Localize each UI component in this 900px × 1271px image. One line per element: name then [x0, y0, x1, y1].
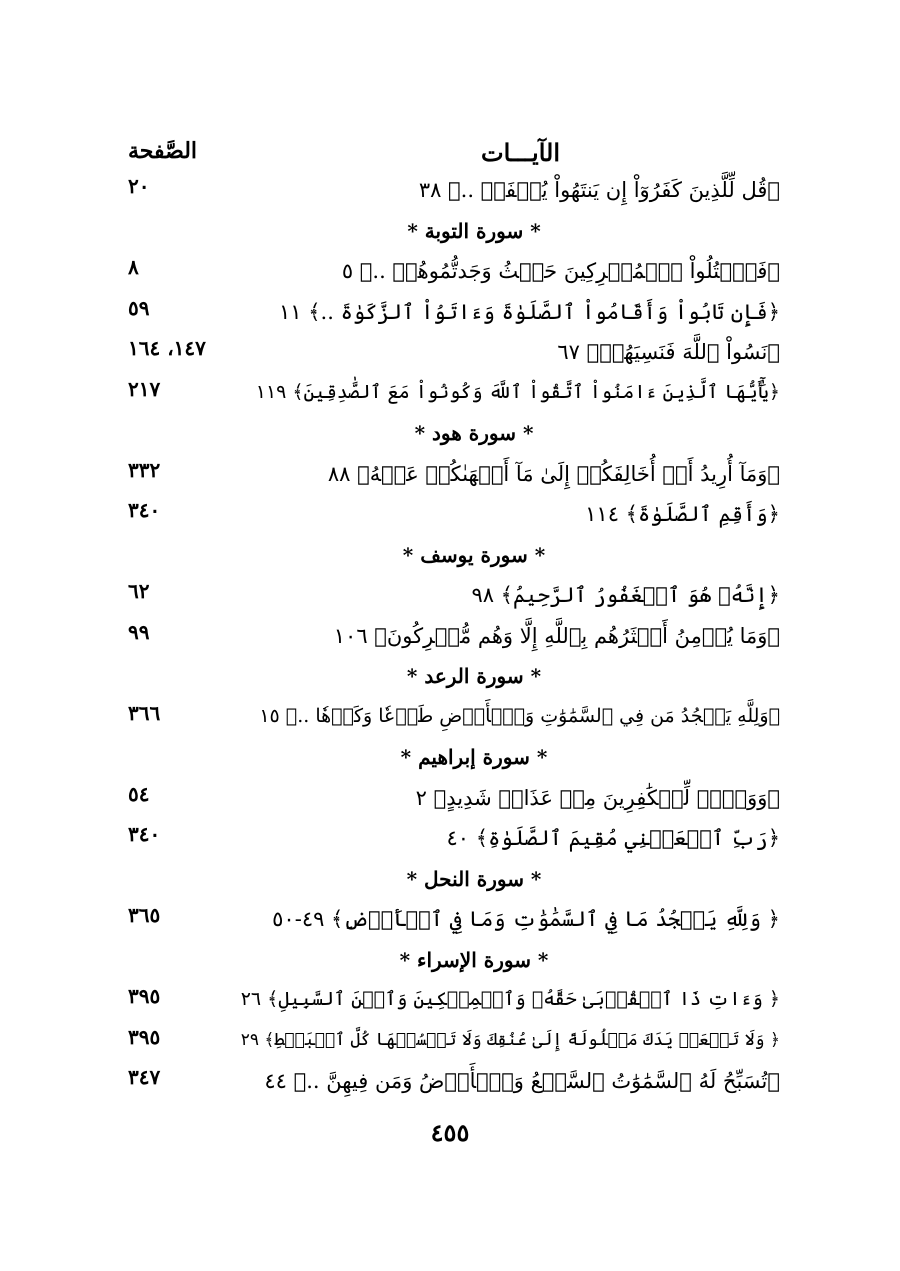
page-reference: ٣٤٠: [128, 498, 161, 522]
surah-title: * سورة النحل *: [406, 866, 542, 891]
page-reference: ٣٤٠: [128, 822, 161, 846]
page-reference: ١٤٧، ١٦٤: [128, 336, 206, 360]
table-row: [128, 336, 780, 377]
verse-index-table: [128, 138, 780, 1106]
page-reference: ٣٣٢: [128, 457, 161, 482]
surah-heading-row: [128, 944, 780, 985]
verse-text: ﴿وَلِلَّهِ يَسۡجُدُ مَن فِي ٱلسَّمَٰوَٰتِ وَٱلۡأَرۡضِ طَوۡعٗا وَكَرۡهٗا ..﴾ ١٥: [259, 704, 780, 727]
surah-title: * سورة التوبة *: [407, 218, 541, 243]
verse-text: ﴿وَوَيۡلٞ لِّلۡكَٰفِرِينَ مِنۡ عَذَابٖ شَدِيدٍ﴾ ٢: [415, 785, 780, 810]
table-row: [128, 377, 780, 418]
surah-title: * سورة هود *: [414, 421, 534, 445]
surah-heading-row: [128, 660, 780, 701]
table-row: [128, 174, 780, 215]
table-row: [128, 498, 780, 539]
verse-text: ﴿وَمَآ أُرِيدُ أَنۡ أُخَالِفَكُمۡ إِلَىٰ مَآ أَنۡهَىٰكُمۡ عَنۡهُ﴾ ٨٨: [327, 461, 780, 486]
table-row: [128, 903, 780, 944]
table-row: [128, 579, 780, 620]
page-reference: ٣٩٥: [128, 1024, 161, 1049]
page-reference: ٣٦٥: [128, 903, 161, 927]
page-reference: ٥٩: [128, 295, 150, 320]
surah-heading-row: [128, 417, 780, 458]
verse-text: ﴿إِنَّهُۥ هُوَ ٱلۡغَفُورُ ٱلرَّحِيمُ﴾ ٩٨: [471, 583, 780, 607]
table-rows: [128, 174, 780, 1106]
verses-column-heading: الآيـــات: [481, 138, 560, 167]
verse-text: ﴿يَٰٓأَيُّهَا ٱلَّذِينَ ءَامَنُواْ ٱتَّقُواْ ٱللَّهَ وَكُونُواْ مَعَ ٱلصَّٰدِقِينَ﴾ ١١٩: [255, 380, 780, 403]
surah-heading-row: [128, 863, 780, 904]
page-reference: ٢٠: [128, 174, 150, 198]
table-row: [128, 782, 780, 823]
verse-text: ﴿تُسَبِّحُ لَهُ ٱلسَّمَٰوَٰتُ ٱلسَّبۡعُ وَٱلۡأَرۡضُ وَمَن فِيهِنَّ ..﴾ ٤٤: [264, 1069, 780, 1093]
surah-heading-row: [128, 215, 780, 256]
verse-text: ﴿ وَلَا تَجۡعَلۡ يَدَكَ مَغۡلُولَةً إِلَىٰ عُنُقِكَ وَلَا تَبۡسُطۡهَا كُلَّ ٱلۡبَسۡطِ﴾ ٢٩: [240, 1029, 780, 1050]
surah-heading-row: [128, 741, 780, 782]
verse-text: ﴿ وَءَاتِ ذَا ٱلۡقُرۡبَىٰ حَقَّهُۥ وَٱلۡمِسۡكِينَ وَٱبۡنَ ٱلسَّبِيلِ﴾ ٢٦: [240, 988, 780, 1010]
verse-text: ﴿وَمَا يُؤۡمِنُ أَكۡثَرُهُم بِٱللَّهِ إِلَّا وَهُم مُّشۡرِكُونَ﴾ ١٠٦: [333, 623, 780, 648]
verse-text: ﴿قُل لِّلَّذِينَ كَفَرُوٓاْ إِن يَنتَهُواْ يُغۡفَرۡ ..﴾ ٣٨: [418, 178, 780, 202]
verse-text: ﴿ وَلِلَّهِ يَسۡجُدُ مَا فِي ٱلسَّمَٰوَٰتِ وَمَا فِي ٱلۡأَرۡضِ﴾ ٤٩-٥٠: [272, 907, 780, 931]
page-reference: ٣٤٧: [128, 1065, 161, 1089]
surah-title: * سورة يوسف *: [402, 542, 546, 567]
page-reference: ٢١٧: [128, 376, 161, 401]
table-row: [128, 1025, 780, 1066]
table-row: [128, 1065, 780, 1106]
verse-text: ﴿فَإِن تَابُواْ وَأَقَامُواْ ٱلصَّلَوٰةَ وَءَاتَوُاْ ٱلزَّكَوٰةَ ..﴾ ١١: [279, 299, 780, 324]
verse-text: ﴿وَأَقِمِ ٱلصَّلَوٰةَ﴾ ١١٤: [585, 502, 780, 526]
surah-title: * سورة إبراهيم *: [400, 745, 548, 769]
table-row: [128, 255, 780, 296]
page-column-heading: الصَّفحة: [128, 138, 198, 164]
verse-text: ﴿فَٱقۡتُلُواْ ٱلۡمُشۡرِكِينَ حَيۡثُ وَجَدتُّمُوهُمۡ ..﴾ ٥: [341, 259, 780, 283]
surah-heading-row: [128, 539, 780, 580]
page-reference: ٣٦٦: [128, 700, 161, 725]
page-reference: ٩٩: [128, 619, 150, 644]
table-row: [128, 620, 780, 661]
table-row: [128, 458, 780, 499]
surah-title: * سورة الإسراء *: [399, 947, 549, 972]
table-row: [128, 822, 780, 863]
table-row: [128, 701, 780, 742]
page-reference: ٣٩٥: [128, 984, 161, 1008]
surah-title: * سورة الرعد *: [406, 664, 542, 688]
page-number: ٤٥٥: [430, 1118, 470, 1147]
verse-text: ﴿نَسُواْ ٱللَّهَ فَنَسِيَهُمۡ﴾ ٦٧: [557, 340, 780, 364]
page-reference: ٦٢: [128, 579, 150, 603]
page-reference: ٨: [128, 255, 139, 279]
table-header: [128, 138, 780, 174]
table-row: [128, 984, 780, 1025]
page-reference: ٥٤: [128, 781, 150, 806]
table-row: [128, 296, 780, 337]
verse-text: ﴿رَبِّ ٱجۡعَلۡنِي مُقِيمَ ٱلصَّلَوٰةِ﴾ ٤٠: [446, 826, 780, 850]
